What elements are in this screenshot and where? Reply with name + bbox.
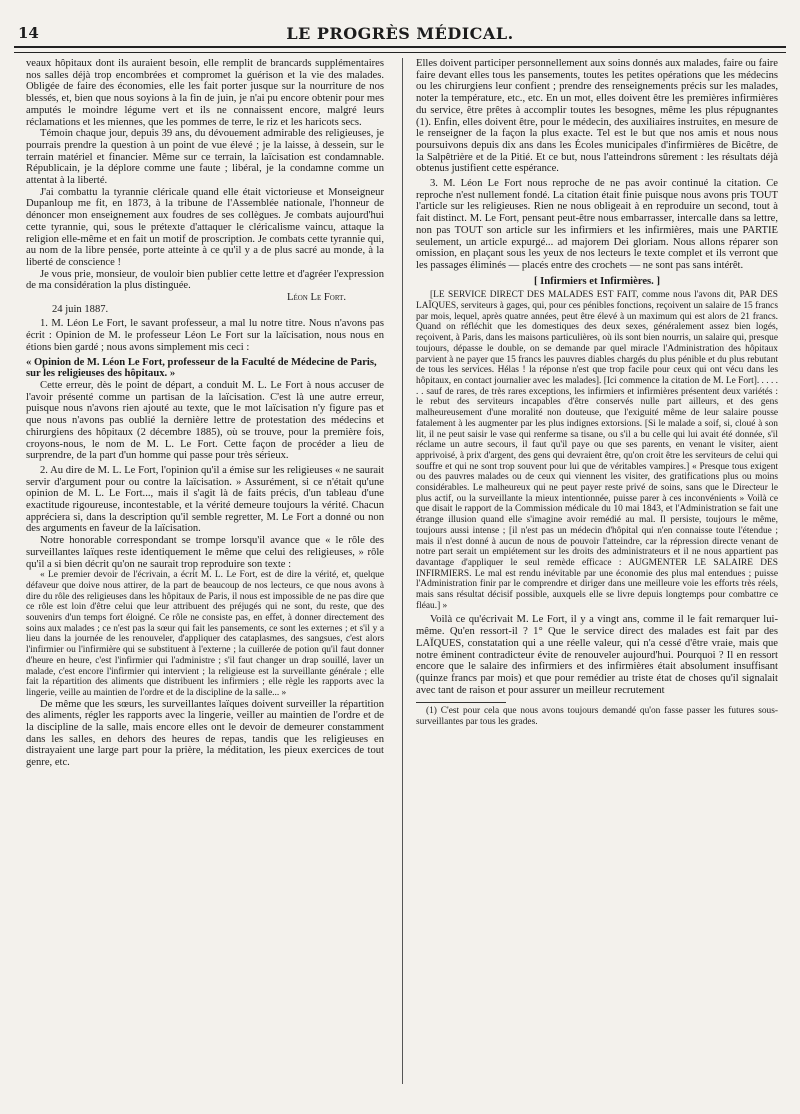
section-subheading: [ Infirmiers et Infirmières. ] xyxy=(533,275,660,287)
paragraph: Voilà ce qu'écrivait M. Le Fort, il y a vingt ans, comme il le fait remarquer lui-même. Qu'en ressort-il ? 1° Que le service direct des malades est fait par des LAÏQUES, constatation qui a une réelle valeur, qui n'a cessé d'être vraie, mais que notre éminent contradicteur évite de renouveler aujourd'hui. Pourquoi ? Il en ressort encore que le salaire des infirmiers et des infirmières était absolument insuffisant (quinze francs par mois) et que pour remédier au triste état de choses qu'il signalait avec tant de raison et pour assurer un meilleur recrutement xyxy=(416,614,778,696)
paragraph: De même que les sœurs, les surveillantes laïques doivent surveiller la répartition des aliments, régler les rapports avec la lingerie, veiller au maintien de l'ordre et de la discipline de la salle, mais encore elles ont le devoir de demeurer constamment dans les salles, en dehors des heures de repas, tandis que les religieuses en distrayaient une large part pour la prière, la méditation, les pieux exercices de tout genre, etc. xyxy=(26,698,384,769)
footnote: (1) C'est pour cela que nous avons toujours demandé qu'on fasse passer les futures sous-surveillantes par tous les grades. xyxy=(416,706,778,728)
quoted-title: « Opinion de M. Léon Le Fort, professeur de la Faculté de Médecine de Paris, sur les religieuses des hôpitaux. » xyxy=(26,356,377,380)
letter-signature: Léon Le Fort. xyxy=(286,292,346,304)
paragraph: Elles doivent participer personnellement aux soins donnés aux malades, faire ou faire faire devant elles tous les pansements, toutes les petites opérations que les médecins ou les chirurgiens leur confient ; prendre des renseignements précis sur les malades, noter la température, etc., etc. En un mot, elles doivent être les premières infirmières du service, être prêtes à accomplir toutes les besognes, même les plus répugnantes (1). Enfin, elles doivent être, pour le médecin, des auxiliaires instruites, en mesure de le renseigner de la façon la plus exacte. Tel est le but que nos amis et nous nous poursuivons depuis dix ans dans les Écoles municipales d'infirmières de Bicêtre, de la Salpêtrière et de la Pitié. Et ce but, nous l'atteindrons sûrement : les résultats déjà obtenus justifient cette espérance. xyxy=(416,58,778,175)
page-number: 14 xyxy=(18,24,39,42)
column-divider xyxy=(402,58,403,1084)
paragraph: Je vous prie, monsieur, de vouloir bien publier cette lettre et d'agréer l'expression de ma considération la plus distinguée. xyxy=(26,268,384,292)
paragraph: Témoin chaque jour, depuis 39 ans, du dévouement admirable des religieuses, je pourrais prendre la question à un point de vue élevé ; je la laisse, à dessein, sur le terrain matériel et financier. Même sur ce terrain, la laïcisation est condamnable. Républicain, je la déplore comme une faute ; libéral, je la condamne comme un attentat à la liberté. xyxy=(26,128,384,187)
quoted-article: [LE SERVICE DIRECT DES MALADES EST FAIT, comme nous l'avons dit, PAR DES LAÏQUES, serviteurs à gages, qui, pour ces pénibles fonctions, reçoivent un salaire de 15 francs par mois, lequel, après quatre années, peut être élevé à un maximum qui est alors de 21 francs. Quand on réfléchit que les domestiques des deux sexes, généralement assez bien logés, reçoivent, à Paris, dans les maisons particulières, où ils sont bien nourris, un salaire qui, presque toujours, dépasse le double, on se demande par quel miracle l'Administration des hôpitaux parvient à ne payer que 15 francs les pauvres diables chargés du plus pénible et du plus rebutant de tous les services. Hélas ! la réponse n'est que trop facile pour ceux qui ont vécu dans les hôpitaux, en contact journalier avec les malades]. [Ici commence la citation de M. Le Fort]. . . . . . . sauf de rares, de très rares exceptions, les infirmiers et infirmières présentent deux variétés : le rebut des serviteurs incapables d'être conservés nulle part ailleurs, et des gens malheureusement d'une moralité non douteuse, que l'exiguité même de leur salaire pousse fatalement à les augmenter par les plus indignes extorsions. [Si le malade a soif, si, cloué à son lit, il ne peut saisir le vase qui renferme sa tisane, ou s'il a bu celle qui lui avait été donnée, s'il réclame un autre secours, il faut qu'il paye ou que ses parents, en venant le visiter, aient apprivoisé, à prix d'argent, des gens qui devraient être, qu'on croit être les serviteurs de celui qui souffre et qui ne sont trop souvent pour lui que de véritables vampires.] « Presque tous exigent ou des pauvres malades ou de ceux qui viennent les visiter, des gratifications plus ou moins considérables. Le malheureux qui ne peut payer reste privé de soins, sans que le Directeur le plus actif, ou la surveillante la mieux intentionnée, puisse parer à ces inconvénients » Voilà ce que disait le rapport de la Commission médicale du 10 mai 1843, et l'Administration se fait une étrange illusion quand elle s'imagine avoir remédié au mal. Il persiste, toujours le même, toujours aussi intense ; [il n'est pas un médecin d'hôpital qui n'en connaisse toute l'étendue ; mais il n'est donné à aucun de nous de pouvoir l'atteindre, car la répression directe venant de notre part serait un empiétement sur les droits des administrateurs et il ne nous appartient pas davantage d'appliquer le seul remède efficace : AUGMENTER LE SALAIRE DES INFIRMIERS. Le mal est rendu inévitable par une économie des plus mal entendues ; puisse l'Administration finir par le comprendre et diriger dans une meilleure voie les efforts très réels, mais sans résultat décisif possible, auxquels elle se livre depuis longtemps pour combattre ce fléau.] » xyxy=(416,290,778,611)
left-column xyxy=(26,58,384,1104)
running-title: LE PROGRÈS MÉDICAL. xyxy=(286,24,514,43)
paragraph: J'ai combattu la tyrannie cléricale quand elle était victorieuse et Monseigneur Dupanloup me fit, en 1873, à la tribune de l'Assemblée nationale, l'honneur de dénoncer mon enseignement aux foudres de ses collègues. Je combats aujourd'hui cette tyrannie, qui, sous le prétexte d'attaquer le cléricalisme vaincu, attaque la religion elle-même et en fait un motif de proscription. Je combats cette tyrannie qui, au nom de la libre pensée, porte atteinte à ce qu'il y a de plus sacré au monde, à la liberté de conscience ! xyxy=(26,186,384,268)
paragraph: Cette erreur, dès le point de départ, a conduit M. L. Le Fort à nous accuser de l'avoir présenté comme un partisan de la laïcisation. C'est là une autre erreur, puisque nous n'avons rien ajouté au texte, que le mot laïcisation n'y figure pas et que nous n'avons pas oublié la dernière lettre de protestation des médecins et chirurgiens des hôpitaux (2 décembre 1885), où se trouve, pour la première fois, croyons-nous, le nom de M. L. Le Fort. Cette façon de procéder a lieu de surprendre, de la part d'un homme qui passe pour très sérieux. xyxy=(26,379,384,462)
page-header xyxy=(14,22,786,46)
header-rule xyxy=(14,46,786,53)
paragraph: veaux hôpitaux dont ils auraient besoin, elle remplit de brancards supplémentaires nos salles déjà trop encombrées et compromet la guérison et la vie des malades. Obligée de faire des économies, elle les fait porter jusque sur la nourriture de nos blessés, et, bien que nous soyions à la fin de juin, je n'ai pu encore obtenir pour mes amputés le moindre légume vert et ils ne connaissent encore, malgré leurs réclamations et les miennes, que les pommes de terre, le riz et les haricots secs. xyxy=(26,58,384,128)
block-quote: « Le premier devoir de l'écrivain, a écrit M. L. Le Fort, est de dire la vérité, et, quelque défaveur que doive nous attirer, de la part de beaucoup de nos lecteurs, ce que nous avons à dire du rôle des religieuses dans les hôpitaux de Paris, il nous est impossible de ne pas dire que ce rôle est loin d'être celui que leur attribuent des préjugés qui ne sont, du reste, que des souvenirs d'un temps fort éloigné. Ce rôle ne consiste pas, en effet, à donner directement des soins aux malades ; ce n'est pas la sœur qui fait les pansements, ce sont les externes ; et s'il y a lieu dans la journée de les renouveler, d'appliquer des cataplasmes, des sangsues, c'est alors l'infirmier ou l'infirmière qui se substituent à l'externe ; la cuillerée de potion qu'il faut donner d'heure en heure, c'est l'infirmier qui l'administre ; s'il faut changer un drap souillé, laver un malade, c'est encore l'infirmier qui intervient ; la religieuse est la surveillante générale ; elle fait la répartition des aliments que distribuent les infirmiers ; elle règle les rapports avec la lingerie, veille au maintien de l'ordre et de la discipline de la salle... » xyxy=(26,570,384,698)
right-column xyxy=(416,58,778,1104)
paragraph: 3. M. Léon Le Fort nous reproche de ne pas avoir continué la citation. Ce reproche n'est nullement fondé. La citation était finie puisque nous avons pris TOUT l'article sur les religieuses. Rien ne nous obligeait à en reproduire un second, tout à fait distinct. M. Le Fort, pensant peut-être nous embarrasser, intercalle dans sa lettre, non pas TOUT son article sur les infirmiers et les infirmières, mais une PARTIE seulement, un article expurgé... ad majorem Dei gloriam. Nous allons réparer son omission, en plaçant sous les yeux de nos lecteurs le texte complet et ils verront que les passages éliminés — placés entre des crochets — ne sont pas sans intérêt. xyxy=(416,178,778,271)
footnote-rule xyxy=(416,702,506,703)
paragraph: 1. M. Léon Le Fort, le savant professeur, a mal lu notre titre. Nous n'avons pas écrit : Opinion de M. le professeur Léon Le Fort sur la laïcisation, nous nous en étions bien gardé ; nous avons simplement mis ceci : xyxy=(26,318,384,353)
paragraph: 2. Au dire de M. L. Le Fort, l'opinion qu'il a émise sur les religieuses « ne saurait servir d'argument pour ou contre la laïcisation. » Assurément, si ce n'était qu'une opinion de M. L. Le Fort..., mais il s'agit là de faits précis, d'un tableau d'une exactitude rigoureuse, incontestable, et la vérité demeure toujours la vérité. Chacun appréciera si, dans la description qu'il semble regretter, M. Le Fort a donné ou non des arguments en faveur de la laïcisation. xyxy=(26,464,384,535)
paragraph: Notre honorable correspondant se trompe lorsqu'il avance que « le rôle des surveillantes laïques reste identiquement le même que celui des religieuses, » rôle qu'il a si bien décrit qu'on ne saurait trop reproduire son texte : xyxy=(26,535,384,570)
letter-date: 24 juin 1887. xyxy=(52,303,109,315)
